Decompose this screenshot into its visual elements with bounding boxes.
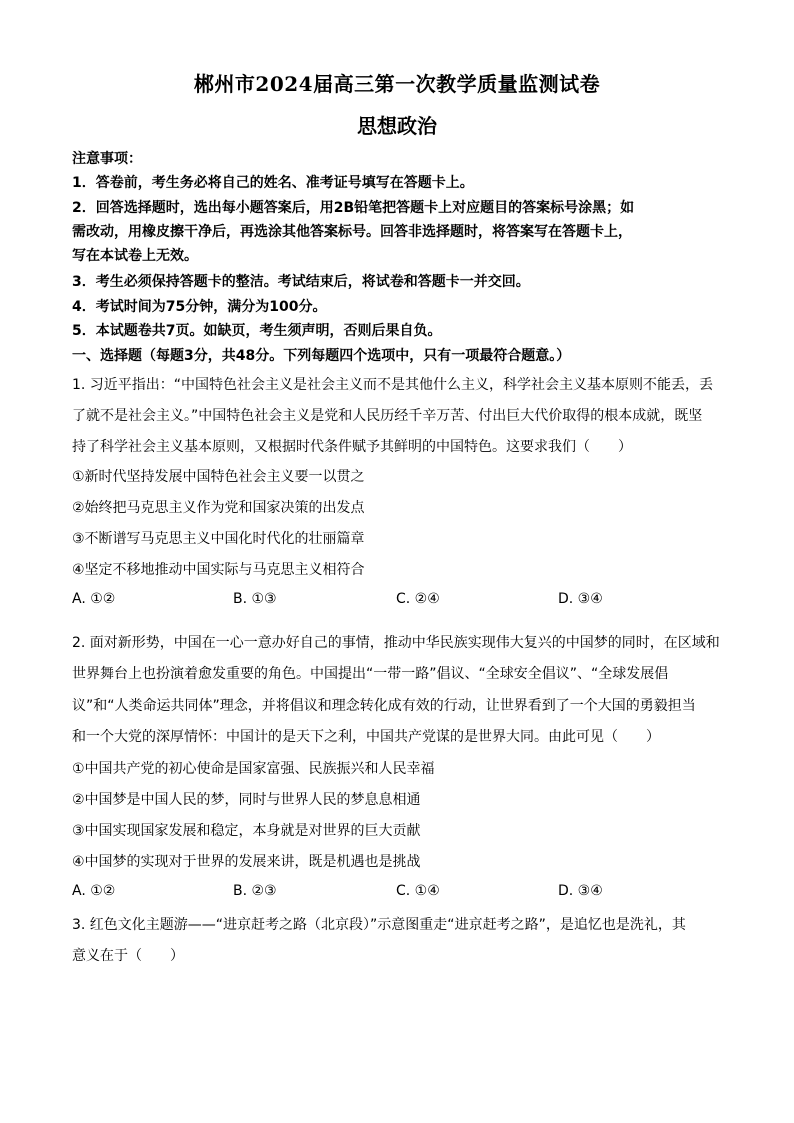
notice-line: 1．答卷前，考生务必将自己的姓名、准考证号填写在答题卡上。 xyxy=(72,175,474,191)
question-2-option-a: A. ①② xyxy=(72,883,116,899)
notice-line: 5．本试题卷共7页。如缺页，考生须声明，否则后果自负。 xyxy=(72,323,442,339)
notice-line: 2．回答选择题时，选出每小题答案后，用2B铅笔把答题卡上对应题目的答案标号涂黑；如 xyxy=(72,200,635,216)
question-1-text: 持了科学社会主义基本原则，又根据时代条件赋予其鲜明的中国特色。这要求我们（ ） xyxy=(72,439,632,455)
notice-line: 3．考生必须保持答题卡的整洁。考试结束后，将试卷和答题卡一并交回。 xyxy=(72,274,530,290)
question-1-option-a: A. ①② xyxy=(72,591,116,607)
question-2-text: 2. 面对新形势，中国在一心一意办好自己的事情，推动中华民族实现伟大复兴的中国梦的同时，在区域和 xyxy=(72,635,720,651)
question-1-option-b: B. ①③ xyxy=(233,591,277,607)
exam-subject: 思想政治 xyxy=(357,114,437,138)
notice-heading: 注意事项： xyxy=(72,151,142,167)
question-1-option-c: C. ②④ xyxy=(396,591,440,607)
question-3-text: 3. 红色文化主题游——“进京赶考之路（北京段）”示意图重走“进京赶考之路”，是追忆也是洗礼，其 xyxy=(72,917,686,933)
exam-title: 郴州市2024届高三第一次教学质量监测试卷 xyxy=(193,72,601,96)
question-2-statement: ④中国梦的实现对于世界的发展来讲，既是机遇也是挑战 xyxy=(72,854,421,870)
question-2-option-d: D. ③④ xyxy=(558,883,603,899)
question-2-text: 和一个大党的深厚情怀：中国计的是天下之利，中国共产党谋的是世界大同。由此可见（ ） xyxy=(72,729,660,745)
question-1-statement: ③不断谱写马克思主义中国化时代化的壮丽篇章 xyxy=(72,531,365,547)
question-2-option-b: B. ②③ xyxy=(233,883,277,899)
question-2-text: 世界舞台上也扮演着愈发重要的角色。中国提出“一带一路”倡议、“全球安全倡议”、“全球发展倡 xyxy=(72,666,669,682)
question-1-statement: ②始终把马克思主义作为党和国家决策的出发点 xyxy=(72,500,365,516)
question-2-text: 议”和“人类命运共同体”理念，并将倡议和理念转化成有效的行动，让世界看到了一个大国的勇毅担当 xyxy=(72,698,696,714)
question-2-option-c: C. ①④ xyxy=(396,883,440,899)
question-1-text: 了就不是社会主义。”中国特色社会主义是党和人民历经千辛万苦、付出巨大代价取得的根本成就，既坚 xyxy=(72,408,703,424)
question-2-statement: ③中国实现国家发展和稳定，本身就是对世界的巨大贡献 xyxy=(72,823,421,839)
question-1-statement: ①新时代坚持发展中国特色社会主义要一以贯之 xyxy=(72,469,365,485)
question-1-statement: ④坚定不移地推动中国实际与马克思主义相符合 xyxy=(72,562,365,578)
notice-line: 需改动，用橡皮擦干净后，再选涂其他答案标号。回答非选择题时，将答案写在答题卡上， xyxy=(72,224,632,240)
question-3-text: 意义在于（ ） xyxy=(72,948,184,964)
question-1-option-d: D. ③④ xyxy=(558,591,603,607)
notice-line: 4．考试时间为75分钟，满分为100分。 xyxy=(72,299,327,315)
section-heading: 一、选择题（每题3分，共48分。下列每题四个选项中，只有一项最符合题意。） xyxy=(72,348,571,364)
notice-line: 写在本试卷上无效。 xyxy=(72,248,198,264)
question-2-statement: ②中国梦是中国人民的梦，同时与世界人民的梦息息相通 xyxy=(72,792,421,808)
question-2-statement: ①中国共产党的初心使命是国家富强、民族振兴和人民幸福 xyxy=(72,761,435,777)
question-1-text: 1. 习近平指出：“中国特色社会主义是社会主义而不是其他什么主义，科学社会主义基本原则不能丢，丢 xyxy=(72,377,714,393)
